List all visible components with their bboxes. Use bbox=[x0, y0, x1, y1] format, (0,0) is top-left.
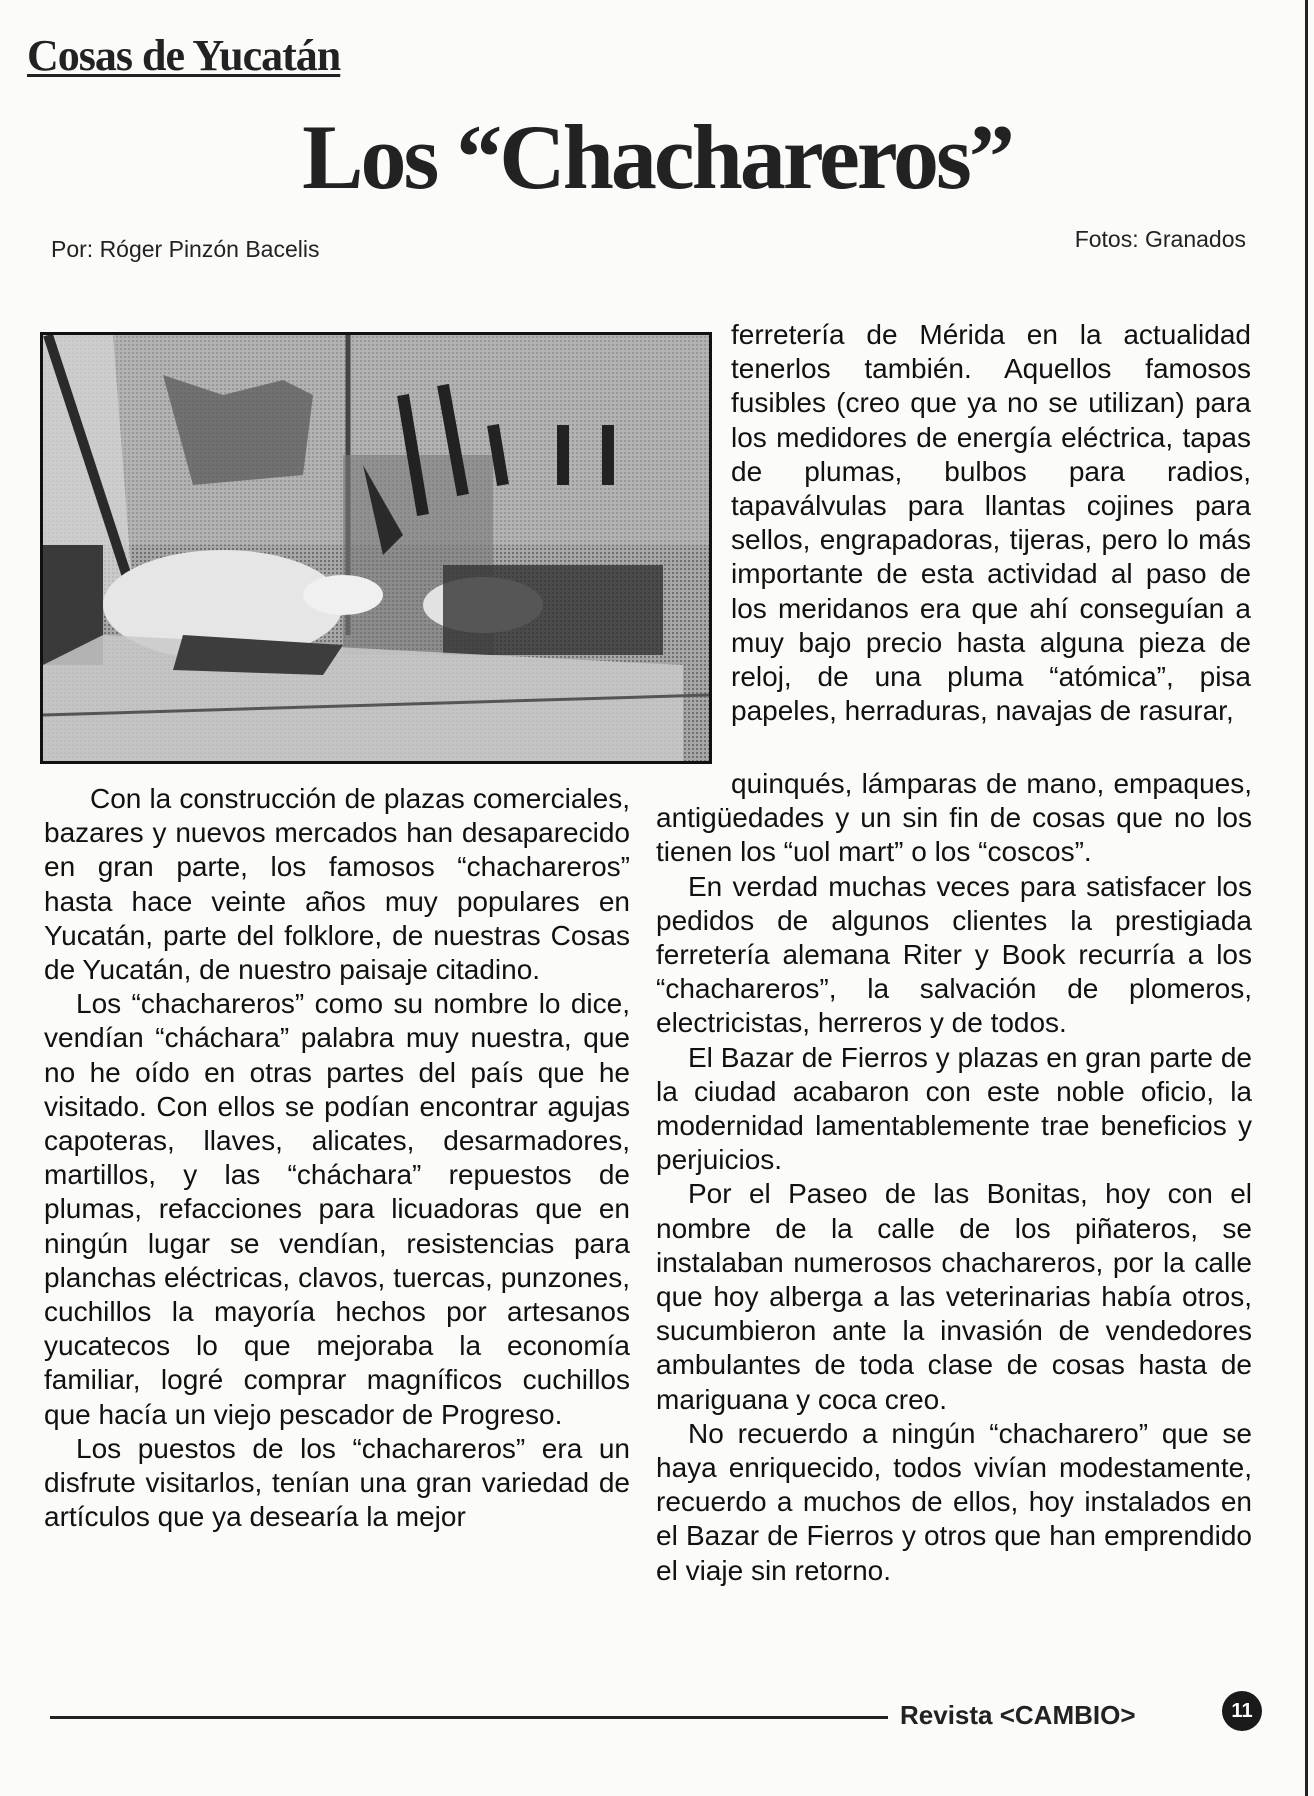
market-stall-photo bbox=[43, 335, 709, 761]
paragraph: Por el Paseo de las Bonitas, hoy con el nombre de la calle de los piñateros, se instalaban numerosos chachareros, por la calle que hoy alberga a las veterinarias había otros, sucumbieron ante la invasión de vendedores ambulantes de toda clase de cosas hasta de mariguana y coca creo. bbox=[656, 1178, 1252, 1415]
paragraph: Los “chachareros” como su nombre lo dice, vendían “cháchara” palabra muy nuestra, que no he oído en otras partes del país que he visitado. Con ellos se podían encontrar agujas capoteras, llaves, alicates, desarmadores, martillos, y las “cháchara” repuestos de plumas, refacciones para licuadoras que en ningún lugar se vendían, resistencias para planchas eléctricas, clavos, tuercas, punzones, cuchillos la mayoría hechos por artesanos yucatecos lo que mejoraba la economía familiar, logré comprar magníficos cuchillos que hacía un viejo pescador de Progreso. bbox=[44, 988, 630, 1430]
article-photo bbox=[40, 332, 712, 764]
paragraph: No recuerdo a ningún “chacharero” que se haya enriquecido, todos vivían modestamente, recuerdo a muchos de ellos, hoy instalados en el Bazar de Fierros y otros que han emprendido el viaje sin retorno. bbox=[656, 1417, 1252, 1586]
photo-credit: Fotos: Granados bbox=[1074, 226, 1246, 252]
article-column-left bbox=[44, 782, 630, 1534]
page-number: 11 bbox=[1222, 1691, 1262, 1731]
author-byline: Por: Róger Pinzón Bacelis bbox=[51, 236, 320, 262]
paragraph: Los puestos de los “chachareros” era un disfrute visitarlos, tenían una gran variedad de artículos que ya desearía la mejor bbox=[44, 1432, 630, 1533]
page-edge-line bbox=[1305, 0, 1308, 1796]
article-column-right-bottom bbox=[656, 767, 1252, 1588]
paragraph: El Bazar de Fierros y plazas en gran parte de la ciudad acabaron con este noble oficio, la modernidad lamentablemente trae beneficios y perjuicios. bbox=[656, 1041, 1252, 1176]
article-title: Los “Chachareros” bbox=[302, 106, 1012, 208]
article-column-right-top bbox=[731, 318, 1251, 728]
paragraph: En verdad muchas veces para satisfacer los pedidos de algunos clientes la prestigiada ferretería alemana Riter y Book recurría a los “chachareros”, la salvación de plomeros, electricistas, herreros y de todos. bbox=[656, 870, 1252, 1039]
paragraph: Con la construcción de plazas comerciales, bazares y nuevos mercados han desaparecido en gran parte, los famosos “chachareros” hasta hace veinte años muy populares en Yucatán, parte del folklore, de nuestras Cosas de Yucatán, de nuestro paisaje citadino. bbox=[44, 783, 630, 986]
paragraph: quinqués, lámparas de mano, empaques, antigüedades y un sin fin de cosas que no los tienen los “uol mart” o los “coscos”. bbox=[656, 768, 1252, 868]
section-title: Cosas de Yucatán bbox=[27, 31, 341, 80]
magazine-name: Revista <CAMBIO> bbox=[900, 1700, 1136, 1730]
footer-rule bbox=[50, 1716, 888, 1719]
paragraph: ferretería de Mérida en la actualidad tenerlos también. Aquellos famosos fusibles (creo que ya no se utilizan) para los medidores de energía eléctrica, tapas de plumas, bulbos para radios, tapaválvulas para llantas cojines para sellos, engrapadoras, tijeras, pero lo más importante de esta actividad al paso de los meridanos era que ahí conseguían a muy bajo precio hasta alguna pieza de reloj, de una pluma “atómica”, pisa papeles, herraduras, navajas de rasurar, bbox=[731, 319, 1251, 727]
